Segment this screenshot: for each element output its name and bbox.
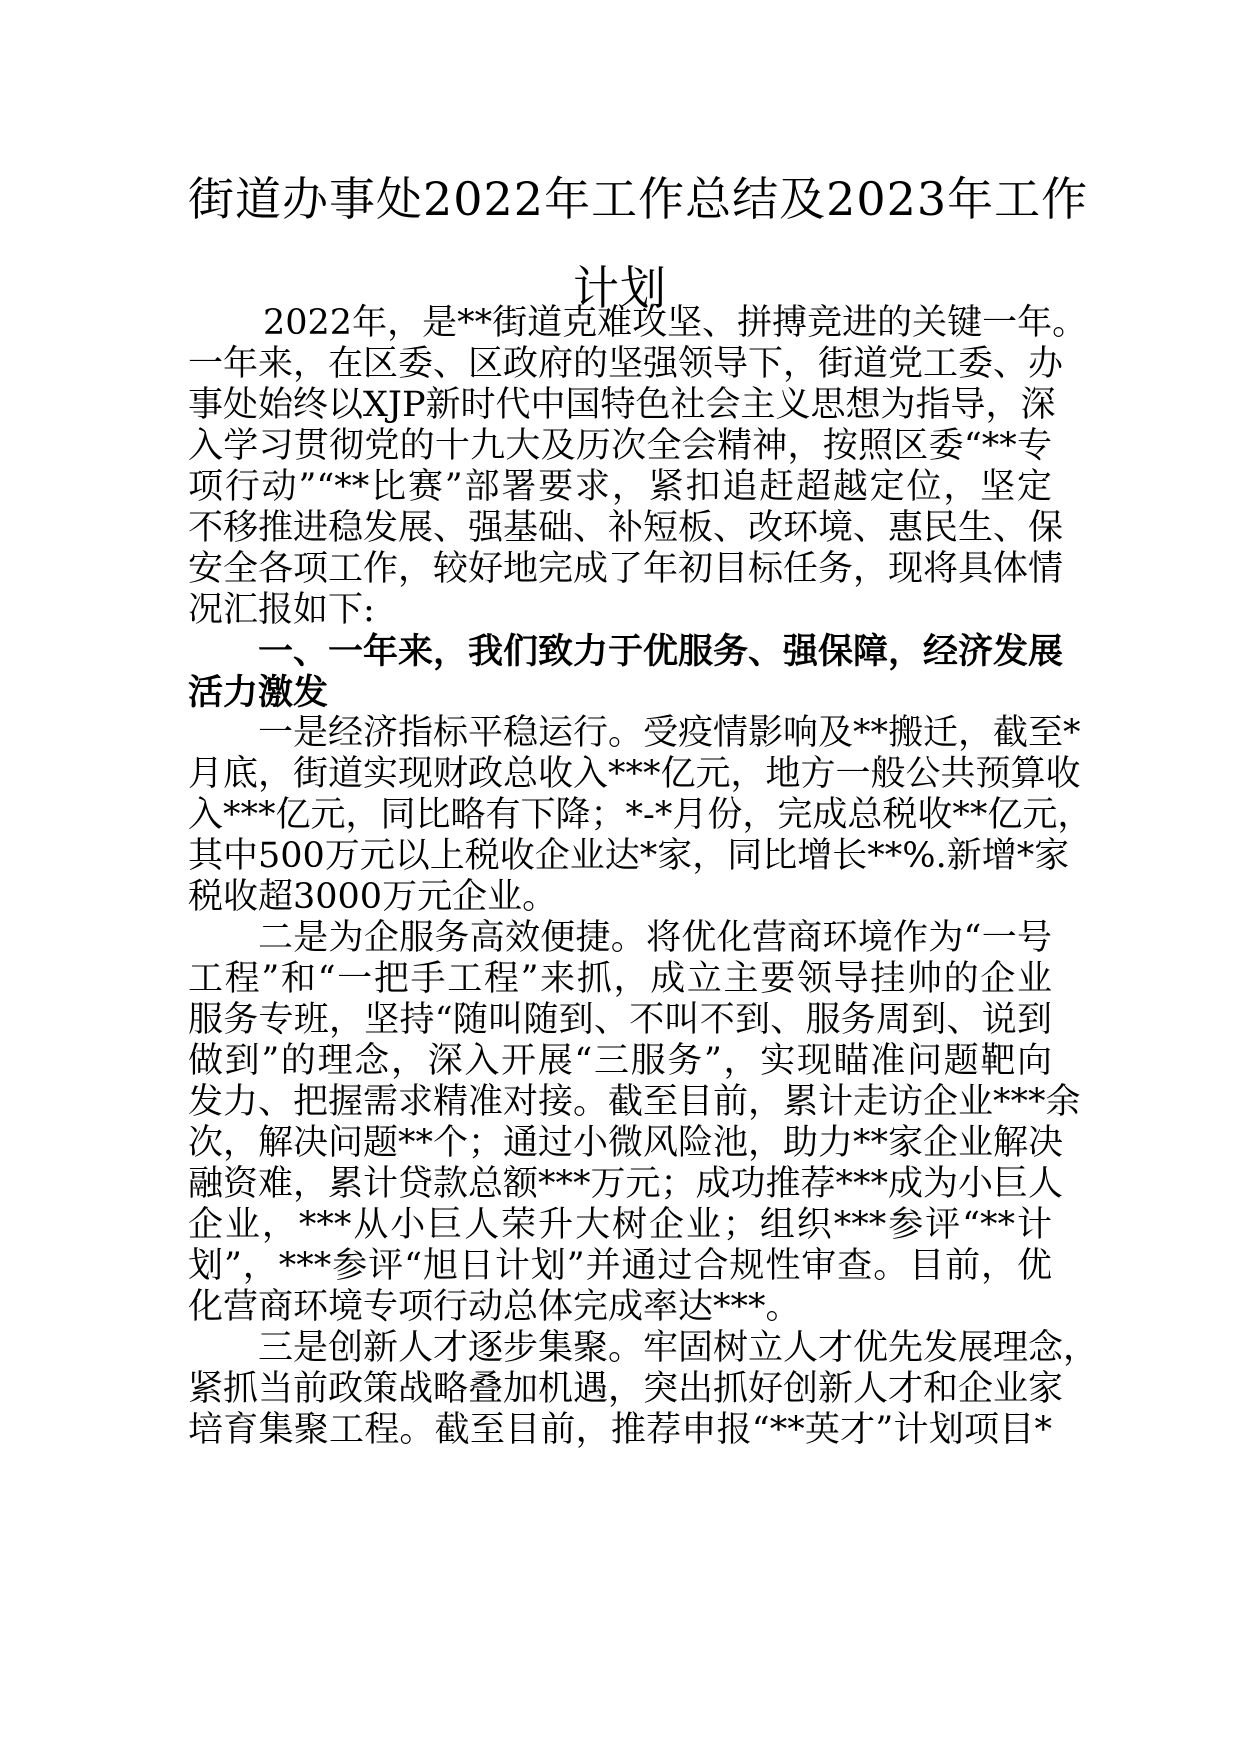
paragraph-line: 2022年，是**街道克难攻坚、拼搏竞进的关键一年。 [263,303,1088,343]
paragraph-line: 融资难，累计贷款总额***万元；成功推荐***成为小巨人 [188,1164,1064,1204]
paragraph-line: 服务专班，坚持“随叫随到、不叫不到、服务周到、说到 [188,1000,1052,1040]
paragraph-line: 二是为企服务高效便捷。将优化营商环境作为“一号 [258,918,1052,958]
paragraph-line: 事处始终以XJP新时代中国特色社会主义思想为指导，深 [188,385,1056,425]
section-heading-line: 一、一年来，我们致力于优服务、强保障，经济发展 [258,631,1064,672]
paragraph-line: 化营商环境专项行动总体完成率达***。 [188,1287,801,1327]
document-title-line-1: 街道办事处2022年工作总结及2023年工作 [188,172,1089,226]
paragraph-line: 税收超3000万元企业。 [188,877,558,917]
paragraph-line: 做到”的理念，深入开展“三服务”，实现瞄准问题靶向 [188,1041,1052,1081]
paragraph-line: 月底，街道实现财政总收入***亿元，地方一般公共预算收 [188,754,1081,794]
paragraph-line: 况汇报如下: [188,590,375,630]
paragraph-line: 划”，***参评“旭日计划”并通过合规性审查。目前，优 [188,1246,1052,1286]
document-title-line-2: 计划 [573,261,667,315]
paragraph-line: 企业，***从小巨人荣升大树企业；组织***参评“**计 [188,1205,1052,1245]
paragraph-line: 发力、把握需求精准对接。截至目前，累计走访企业***余 [188,1082,1081,1122]
paragraph-line: 一年来，在区委、区政府的坚强领导下，街道党工委、办 [188,344,1064,384]
paragraph-line: 培育集聚工程。截至目前，推荐申报“**英才”计划项目* [188,1410,1052,1450]
paragraph-line: 其中500万元以上税收企业达*家，同比增长**%.新增*家 [188,836,1070,876]
paragraph-line: 工程”和“一把手工程”来抓，成立主要领导挂帅的企业 [188,959,1052,999]
paragraph-line: 一是经济指标平稳运行。受疫情影响及**搬迁，截至* [258,713,1081,753]
paragraph-line: 安全各项工作，较好地完成了年初目标任务，现将具体情 [188,549,1064,589]
paragraph-line: 次，解决问题**个；通过小微风险池，助力**家企业解决 [188,1123,1064,1163]
paragraph-line: 入***亿元，同比略有下降；*-*月份，完成总税收**亿元， [188,795,1093,835]
paragraph-line: 项行动”“**比赛”部署要求，紧扣追赶超越定位，坚定 [188,467,1052,507]
paragraph-line: 紧抓当前政策战略叠加机遇，突出抓好创新人才和企业家 [188,1369,1064,1409]
section-heading-line: 活力激发 [188,672,329,713]
paragraph-line: 不移推进稳发展、强基础、补短板、改环境、惠民生、保 [188,508,1064,548]
paragraph-line: 三是创新人才逐步集聚。牢固树立人才优先发展理念， [258,1328,1099,1368]
paragraph-line: 入学习贯彻党的十九大及历次全会精神，按照区委“**专 [188,426,1052,466]
